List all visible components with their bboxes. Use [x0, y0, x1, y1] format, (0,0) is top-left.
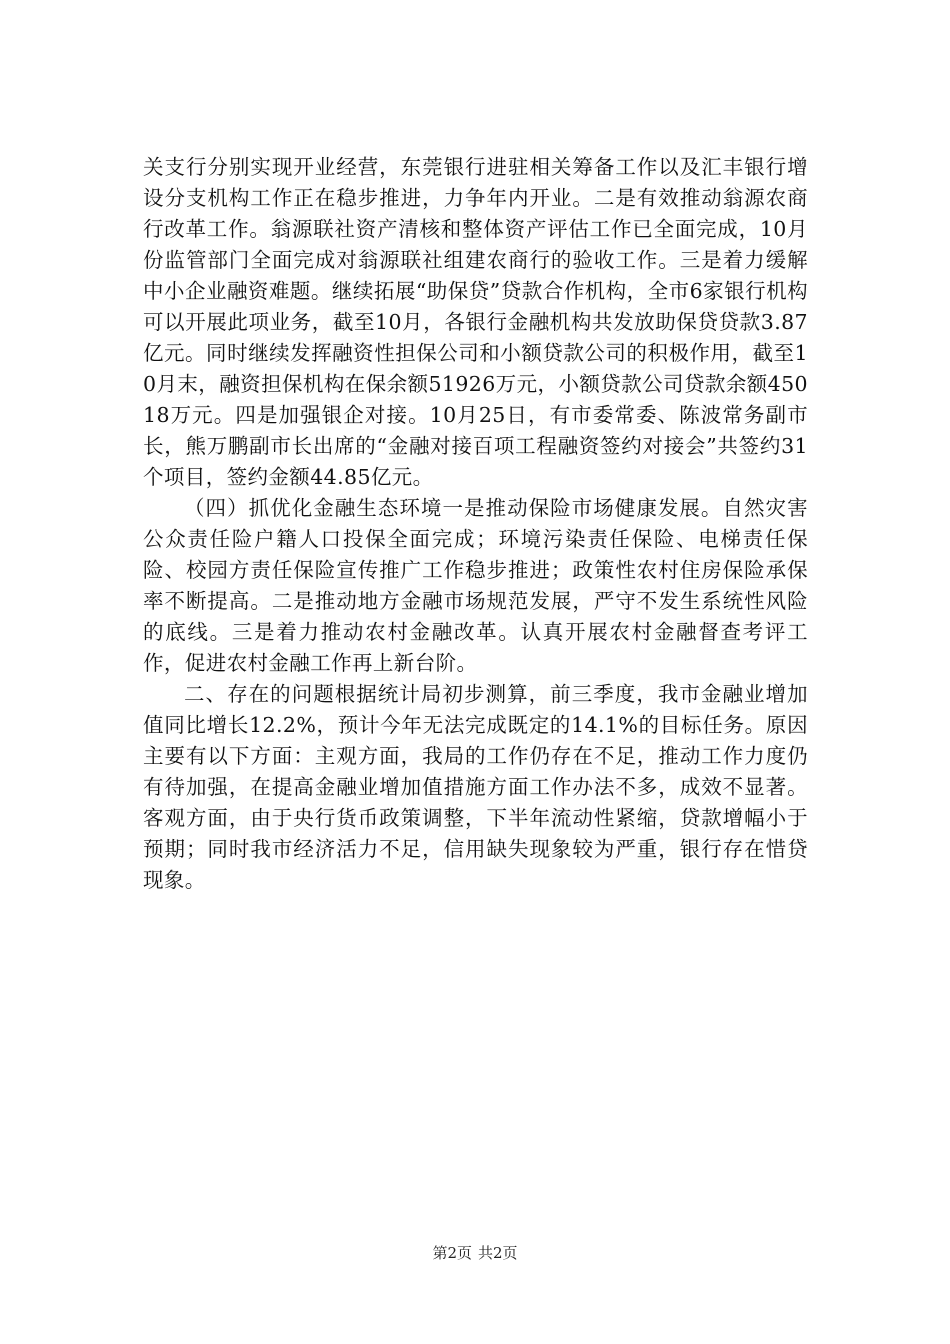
paragraph-continuation: 关支行分别实现开业经营，东莞银行进驻相关筹备工作以及汇丰银行增设分支机构工作正在稳步推进，力争年内开业。二是有效推动翁源农商行改革工作。翁源联社资产清核和整体资产评估工作已全面完成，10月份监管部门全面完成对翁源联社组建农商行的验收工作。三是着力缓解中小企业融资难题。继续拓展“助保贷”贷款合作机构，全市6家银行机构可以开展此项业务，截至10月，各银行金融机构共发放助保贷贷款3.87亿元。同时继续发挥融资性担保公司和小额贷款公司的积极作用，截至10月末，融资担保机构在保余额51926万元，小额贷款公司贷款余额45018万元。四是加强银企对接。10月25日，有市委常委、陈波常务副市长，熊万鹏副市长出席的“金融对接百项工程融资签约对接会”共签约31个项目，签约金额44.85亿元。	[143, 155, 808, 489]
page-footer	[0, 1243, 950, 1263]
paragraph-financial-ecosystem: （四）抓优化金融生态环境一是推动保险市场健康发展。自然灾害公众责任险户籍人口投保全面完成；环境污染责任保险、电梯责任保险、校园方责任保险宣传推广工作稳步推进；政策性农村住房保险承保率不断提高。二是推动地方金融市场规范发展，严守不发生系统性风险的底线。三是着力推动农村金融改革。认真开展农村金融督查考评工作，促进农村金融工作再上新台阶。	[143, 496, 808, 675]
page-number: 第2页	[432, 1244, 472, 1262]
page-total: 共2页	[478, 1244, 518, 1262]
document-body	[143, 152, 808, 896]
paragraph-existing-problems: 二、存在的问题根据统计局初步测算，前三季度，我市金融业增加值同比增长12.2%，预计今年无法完成既定的14.1%的目标任务。原因主要有以下方面：主观方面，我局的工作仍存在不足，推动工作力度仍有待加强，在提高金融业增加值措施方面工作办法不多，成效不显著。客观方面，由于央行货币政策调整，下半年流动性紧缩，贷款增幅小于预期；同时我市经济活力不足，信用缺失现象较为严重，银行存在惜贷现象。	[143, 682, 808, 892]
